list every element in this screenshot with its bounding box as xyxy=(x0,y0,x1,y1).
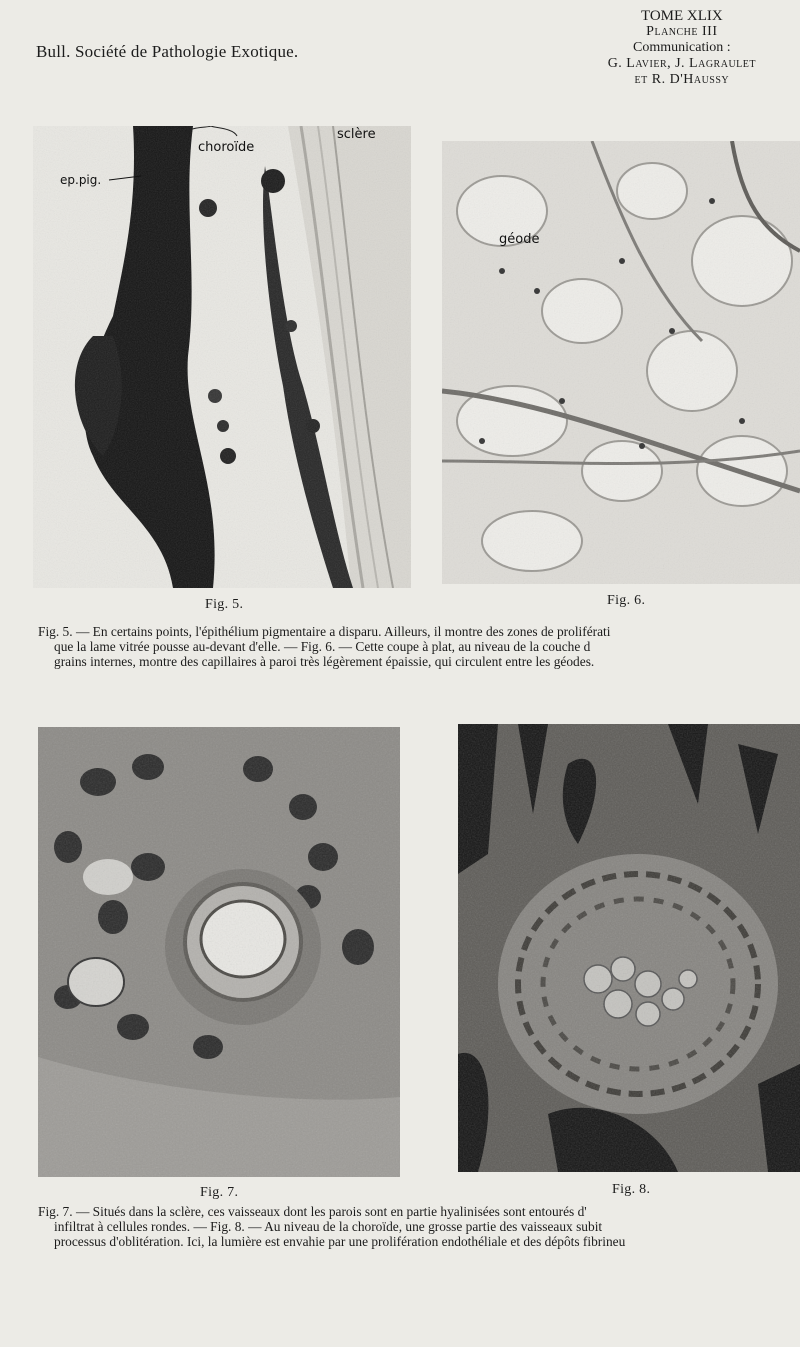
figure-7-micrograph xyxy=(38,727,400,1177)
figure-6-image xyxy=(442,141,800,584)
authors-line-2: et R. D'Haussy xyxy=(634,72,730,87)
figure-6-micrograph xyxy=(442,141,800,584)
journal-title: Bull. Société de Pathologie Exotique. xyxy=(36,42,299,61)
communication-label: Communication : xyxy=(633,40,731,55)
annotation-sclere: sclère xyxy=(337,127,376,142)
tome-number: TOME XLIX xyxy=(640,8,723,24)
figure-5-micrograph xyxy=(33,126,411,588)
annotation-ep-pig: ep.pig. xyxy=(60,173,102,187)
figure-8-micrograph xyxy=(458,724,800,1172)
caption-figures-5-6 xyxy=(38,624,800,669)
figure-6-label: Fig. 6. xyxy=(607,593,646,608)
caption-figures-7-8 xyxy=(38,1204,800,1249)
caption-line: Fig. 5. — En certains points, l'épithélium pigmentaire a disparu. Ailleurs, il montre des zones de proliférati xyxy=(38,624,611,639)
caption-line: que la lame vitrée pousse au-devant d'elle. — Fig. 6. — Cette coupe à plat, au niveau de la couche d xyxy=(54,639,591,654)
caption-line: grains internes, montre des capillaires à paroi très légèrement épaissie, qui circulent entre les géodes. xyxy=(54,654,595,669)
figure-8-image xyxy=(458,724,800,1172)
annotation-geode: géode xyxy=(499,232,540,247)
caption-line: infiltrat à cellules rondes. — Fig. 8. — Au niveau de la choroïde, une grosse partie des vaisseaux subit xyxy=(54,1219,603,1234)
figure-5-label: Fig. 5. xyxy=(205,597,244,612)
figure-7-label: Fig. 7. xyxy=(200,1185,239,1200)
caption-line: Fig. 7. — Situés dans la sclère, ces vaisseaux dont les parois sont en partie hyalinisées sont entourés d' xyxy=(38,1204,587,1219)
planche-number: Planche III xyxy=(646,24,718,39)
plate-header xyxy=(608,8,756,88)
figure-8-label: Fig. 8. xyxy=(612,1182,651,1197)
annotation-choroide: choroïde xyxy=(198,140,255,155)
authors-line-1: G. Lavier, J. Lagraulet xyxy=(607,56,756,71)
figure-7-image xyxy=(38,727,400,1177)
caption-line: processus d'oblitération. Ici, la lumière est envahie par une prolifération endothéliale et des dépôts fibrineu xyxy=(54,1234,626,1249)
figure-5-image xyxy=(33,126,411,588)
